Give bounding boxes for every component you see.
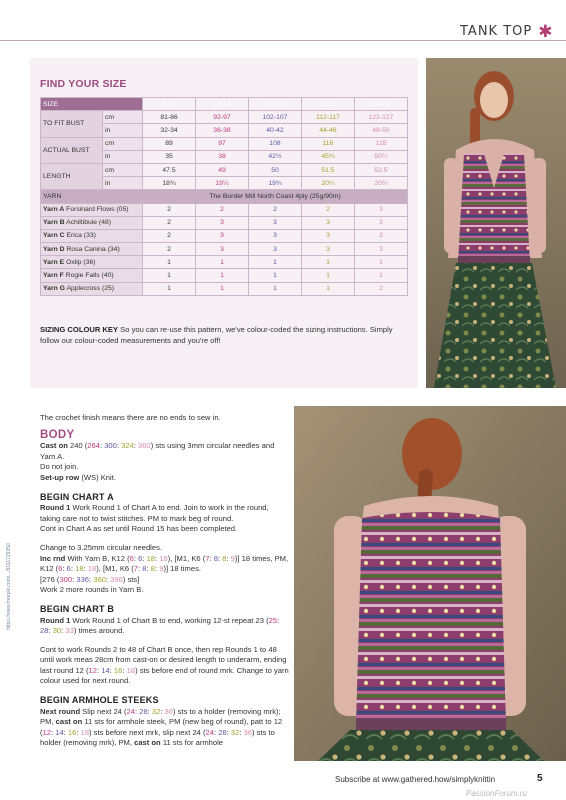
chart-a-heading: BEGIN CHART A [40, 491, 114, 502]
yarn-qty: 1 [301, 256, 354, 269]
chart-a-cont: Cont in Chart A as set until Round 15 has been completed. [40, 524, 238, 534]
yarn-code: Yarn C [43, 232, 65, 240]
measure-value: 92-97 [196, 111, 249, 124]
yarn-qty: 3 [248, 243, 301, 256]
yarn-colour-name: Rosa Canina (34) [66, 245, 120, 253]
yarn-qty: 3 [301, 243, 354, 256]
measure-value: 36-38 [196, 124, 249, 137]
inc-total: [276 (300: 336: 360: 396) sts] [40, 574, 140, 584]
measure-value: 102-107 [248, 111, 301, 124]
measure-value: 116 [301, 137, 354, 150]
chart-b-cont: Cont to work Rounds 2 to 48 of Chart B once, then rep Rounds 1 to 48 until work meas 28cm from cast-on or desired length to underarm, ending last round 12 (12: 14: 16: 18) sts before end of round mrk. Change to yarn colour used for next round. [40, 644, 289, 686]
header-divider [0, 40, 566, 41]
yarn-code: Yarn A [43, 206, 65, 214]
chart-a-round-1: Round 1 Work Round 1 of Chart A to end. Join to work in the round, taking care not to twist stitches. PM to mark beg of round. [40, 503, 269, 523]
yarn-qty: 2 [143, 216, 196, 229]
yarn-code: Yarn G [43, 285, 65, 293]
measure-value: 47.5 [143, 163, 196, 176]
yarn-qty: 1 [143, 282, 196, 295]
measure-value: 97 [196, 137, 249, 150]
yarn-qty: 1 [354, 256, 407, 269]
yarn-qty: 3 [354, 243, 407, 256]
yarn-code: Yarn D [43, 245, 65, 253]
size-col-3: 20-22 [301, 98, 354, 111]
yarn-row [41, 282, 408, 295]
size-col-0: 8-10 [143, 98, 196, 111]
armhole-heading: BEGIN ARMHOLE STEEKS [40, 695, 159, 706]
size-header-row [41, 98, 408, 111]
intro-text: The crochet finish means there are no ends to sew in. [40, 413, 221, 422]
chart-b-round-1: Round 1 Work Round 1 of Chart B to end, working 12-st repeat 23 (25: 28: 30: 33) times around. [40, 615, 280, 636]
measure-value: 32-34 [143, 124, 196, 137]
yarn-colour-name: Erica (33) [66, 232, 96, 240]
yarn-row-label [41, 256, 143, 269]
yarn-qty: 1 [196, 256, 249, 269]
measure-value: 20¾ [354, 177, 407, 190]
measure-value: 42½ [248, 150, 301, 163]
yarn-row [41, 229, 408, 242]
watermark: PassionForum.ru [466, 789, 527, 798]
yarn-row [41, 216, 408, 229]
measure-label: TO FIT BUST [41, 111, 103, 137]
yarn-row-label [41, 216, 143, 229]
measure-value: 52.5 [354, 163, 407, 176]
yarn-qty: 1 [248, 256, 301, 269]
measure-value: 35 [143, 150, 196, 163]
measure-value: 81-86 [143, 111, 196, 124]
measure-value: 20¼ [301, 177, 354, 190]
measure-unit: cm [103, 111, 143, 124]
size-col-2: 16-18 [248, 98, 301, 111]
yarn-qty: 3 [248, 216, 301, 229]
measure-unit: in [103, 177, 143, 190]
sizing-table [40, 97, 408, 296]
yarn-qty: 1 [301, 282, 354, 295]
yarn-qty: 1 [143, 269, 196, 282]
yarn-qty: 2 [143, 243, 196, 256]
subscribe-text: Subscribe at www.gathered.how/simplyknittin [335, 775, 496, 784]
key-title: SIZING COLOUR KEY [40, 325, 119, 334]
yarn-qty: 2 [248, 203, 301, 216]
yarn-qty: 1 [196, 269, 249, 282]
yarn-row-label [41, 243, 143, 256]
measure-label: LENGTH [41, 163, 103, 189]
yarn-qty: 3 [354, 229, 407, 242]
yarn-colour-name: Oxlip (36) [66, 258, 96, 266]
sizing-title: FIND YOUR SIZE [40, 78, 127, 90]
section-tag [460, 22, 552, 40]
measure-value: 112-117 [301, 111, 354, 124]
change-needles: Change to 3.25mm circular needles. [40, 542, 162, 552]
measure-value: 89 [143, 137, 196, 150]
yarn-colour-name: Applecross (25) [66, 285, 115, 293]
yarn-code: Yarn B [43, 219, 65, 227]
measure-value: 51.5 [301, 163, 354, 176]
yarn-qty: 1 [248, 269, 301, 282]
yarn-qty: 3 [301, 216, 354, 229]
yarn-code: Yarn F [43, 272, 64, 280]
measure-value: 38 [196, 150, 249, 163]
yarn-qty: 1 [301, 269, 354, 282]
yarn-qty: 2 [301, 203, 354, 216]
yarn-qty: 2 [143, 229, 196, 242]
measure-value: 50 [248, 163, 301, 176]
measure-unit: cm [103, 163, 143, 176]
measure-value: 19¼ [196, 177, 249, 190]
yarn-row [41, 203, 408, 216]
yarn-header-row [41, 190, 408, 203]
yarn-qty: 2 [354, 282, 407, 295]
yarn-row [41, 269, 408, 282]
work-more: Work 2 more rounds in Yarn B. [40, 585, 144, 595]
measure-unit: cm [103, 137, 143, 150]
measure-row [41, 137, 408, 150]
yarn-name: The Border Mill North Coast 4ply (25g/90m) [143, 190, 408, 203]
measure-value: 45¾ [301, 150, 354, 163]
measure-row [41, 111, 408, 124]
yarn-colour-name: Forsinard Flows (05) [66, 206, 129, 214]
measure-label: ACTUAL BUST [41, 137, 103, 163]
size-col-4: 24-26 [354, 98, 407, 111]
photo-back-view [294, 406, 566, 761]
measure-value: 108 [248, 137, 301, 150]
yarn-qty: 2 [143, 203, 196, 216]
yarn-qty: 3 [354, 203, 407, 216]
measure-value: 40-42 [248, 124, 301, 137]
measure-value: 50¼ [354, 150, 407, 163]
do-not-join: Do not join. [40, 462, 79, 472]
side-url: https://www.freepik.com/.../9111729350 [6, 543, 12, 630]
yarn-row [41, 243, 408, 256]
yarn-qty: 3 [354, 216, 407, 229]
yarn-qty: 3 [196, 243, 249, 256]
yarn-qty: 3 [301, 229, 354, 242]
yarn-code: Yarn E [43, 258, 65, 266]
yarn-colour-name: Achiltibuie (48) [66, 219, 112, 227]
key-text: So you can re-use this pattern, we've colour-coded the sizing instructions. Simply follow our colour-coded measurements and you're off! [40, 325, 393, 345]
yarn-row-label [41, 269, 143, 282]
yarn-colour-name: Rogie Falls (40) [65, 272, 114, 280]
yarn-qty: 1 [248, 282, 301, 295]
size-label: SIZE [41, 98, 143, 111]
measure-unit: in [103, 124, 143, 137]
photo-front-view [426, 58, 566, 388]
yarn-qty: 1 [143, 256, 196, 269]
measure-value: 19¾ [248, 177, 301, 190]
yarn-qty: 1 [196, 282, 249, 295]
measure-row [41, 163, 408, 176]
yarn-qty: 2 [196, 203, 249, 216]
measure-value: 48-50 [354, 124, 407, 137]
body-heading: BODY [40, 428, 75, 441]
yarn-qty: 3 [196, 229, 249, 242]
size-col-1: 12-14 [196, 98, 249, 111]
yarn-qty: 3 [248, 229, 301, 242]
yarn-qty: 3 [196, 216, 249, 229]
measure-value: 44-46 [301, 124, 354, 137]
measure-value: 18¾ [143, 177, 196, 190]
sizing-colour-key [40, 324, 408, 346]
next-round: Next round Slip next 24 (24: 28: 32: 36) sts to a holder (removing mrk); PM, cast on 11 sts for armhole steek, PM (new beg of round), patt to 12 (12: 14: 16: 18) sts before next mrk, slip next 24 (24: 28: 32: 36) sts to holder (removing mrk), PM, cast on 11 sts for armhole [40, 706, 283, 748]
section-title: TANK TOP [460, 23, 533, 39]
page-number: 5 [537, 773, 543, 784]
yarn-row-label [41, 203, 143, 216]
measure-value: 128 [354, 137, 407, 150]
pattern-column [40, 413, 290, 749]
inc-round: Inc rnd With Yarn B, K12 (6: 6: 18: 18), [M1, K6 (7: 8: 8: 9)] 18 times, PM, K12 (6: 6: 18: 18), [M1, K6 (7: 8: 8: 9)] 18 times. [40, 553, 289, 574]
flower-icon: ✱ [538, 21, 553, 41]
measure-value: 122-127 [354, 111, 407, 124]
yarn-qty: 1 [354, 269, 407, 282]
setup-row: Set-up row (WS) Knit. [40, 472, 116, 482]
sizing-panel [30, 58, 418, 388]
yarn-row-label [41, 282, 143, 295]
yarn-label: YARN [41, 190, 143, 203]
chart-b-heading: BEGIN CHART B [40, 603, 115, 614]
measure-unit: in [103, 150, 143, 163]
yarn-row-label [41, 229, 143, 242]
cast-on-line: Cast on 240 (264: 300: 324: 360) sts using 3mm circular needles and Yarn A. [40, 441, 275, 461]
measure-value: 49 [196, 163, 249, 176]
yarn-row [41, 256, 408, 269]
